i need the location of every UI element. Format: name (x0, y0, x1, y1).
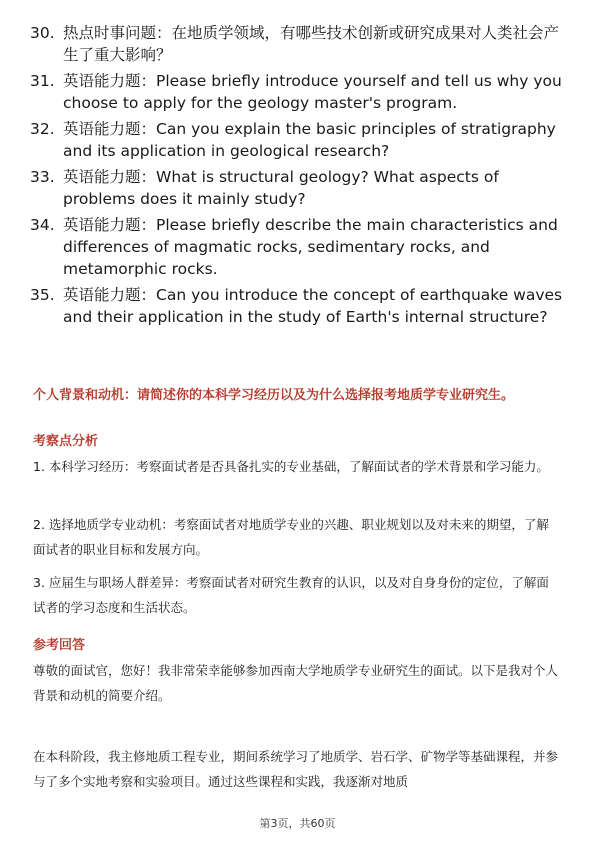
question-text: 英语能力题：Please briefly describe the main characteristics and differences of magmatic rocks, sedimentary rocks, and metamorphic rocks. (63, 216, 558, 278)
question-number: 32. (30, 120, 55, 138)
page-footer: 第3页，共60页 (259, 817, 336, 830)
question-item (30, 214, 570, 280)
section-heading: 个人背景和动机：请简述你的本科学习经历以及为什么选择报考地质学专业研究生。 (33, 388, 515, 403)
question-number: 30. (30, 24, 55, 42)
question-list (30, 22, 570, 332)
analysis-item: 2. 选择地质学专业动机：考察面试者对地质学专业的兴趣、职业规划以及对未来的期望，了解面试者的职业目标和发展方向。 (33, 517, 549, 557)
answer-paragraph: 在本科阶段，我主修地质工程专业，期间系统学习了地质学、岩石学、矿物学等基础课程，并参与了多个实地考察和实验项目。通过这些课程和实践，我逐渐对地质 (33, 749, 559, 789)
question-text: 热点时事问题：在地质学领域，有哪些技术创新或研究成果对人类社会产生了重大影响？ (63, 24, 560, 64)
question-number: 34. (30, 216, 55, 234)
question-item (30, 166, 570, 210)
analysis-item: 1. 本科学习经历：考察面试者是否具备扎实的专业基础，了解面试者的学术背景和学习能力。 (33, 459, 549, 474)
question-text: 英语能力题：Can you explain the basic principles of stratigraphy and its application in geological research? (63, 120, 556, 160)
answer-paragraph: 尊敬的面试官，您好！我非常荣幸能够参加西南大学地质学专业研究生的面试。以下是我对个人背景和动机的简要介绍。 (33, 663, 559, 703)
question-number: 33. (30, 168, 55, 186)
question-text: 英语能力题：Can you introduce the concept of earthquake waves and their application in the study of Earth's internal structure? (63, 286, 563, 326)
question-item (30, 70, 570, 114)
question-number: 35. (30, 286, 55, 304)
answer-title: 参考回答 (33, 638, 86, 653)
question-item (30, 22, 570, 66)
question-text: 英语能力题：Please briefly introduce yourself and tell us why you choose to apply for the geology master's program. (63, 72, 562, 112)
analysis-item: 3. 应届生与职场人群差异：考察面试者对研究生教育的认识，以及对自身身份的定位，了解面试者的学习态度和生活状态。 (33, 575, 549, 615)
question-item (30, 284, 570, 328)
analysis-title: 考察点分析 (33, 434, 99, 449)
question-text: 英语能力题：What is structural geology? What aspects of problems does it mainly study? (63, 168, 499, 208)
question-number: 31. (30, 72, 55, 90)
question-item (30, 118, 570, 162)
